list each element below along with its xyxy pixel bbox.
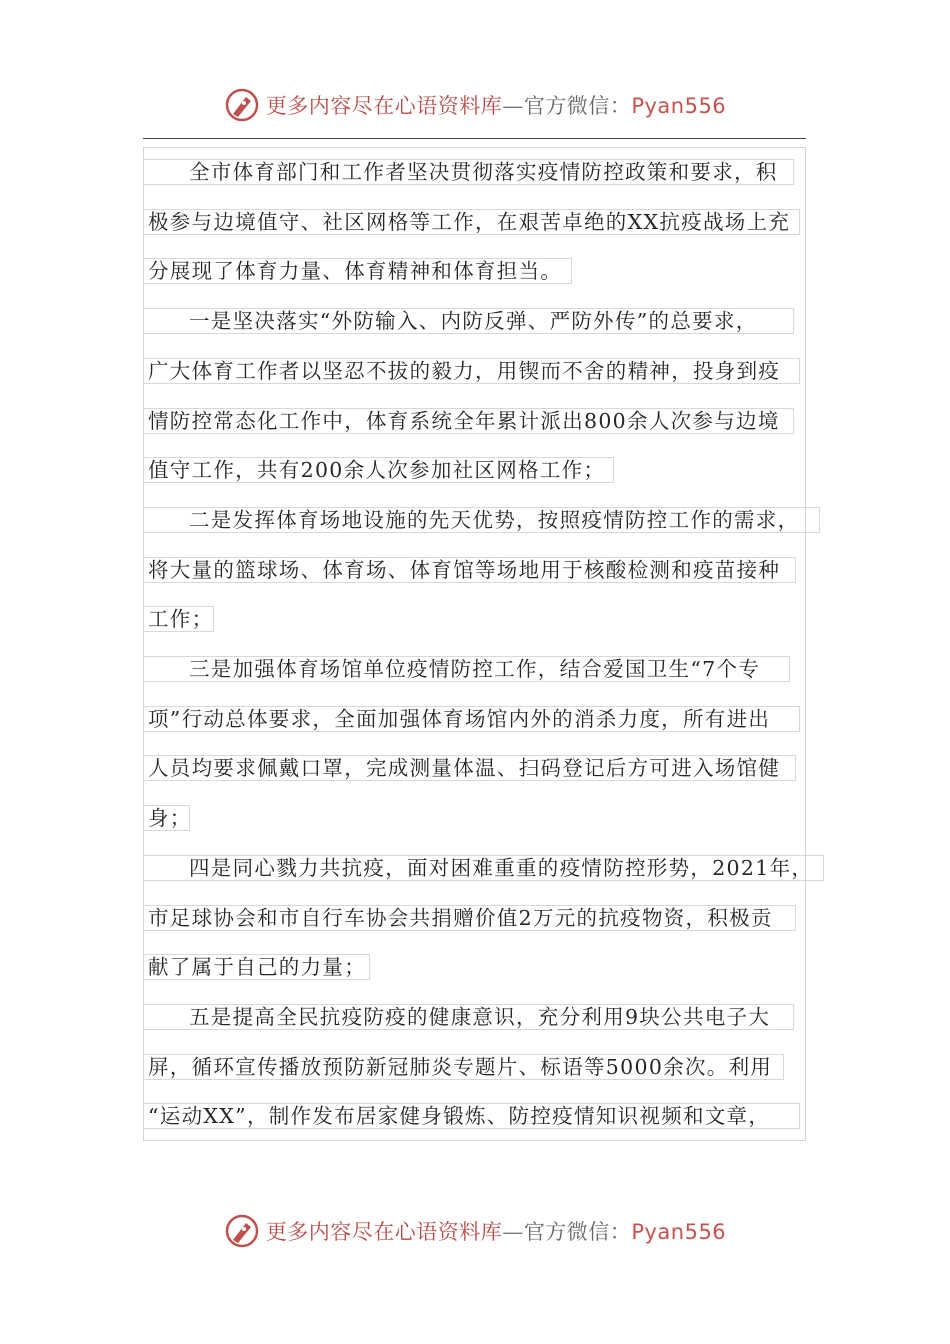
text-line: “运动XX”，制作发布居家健身锻炼、防控疫情知识视频和文章， bbox=[144, 1103, 800, 1129]
text-line: 屏，循环宣传播放预防新冠肺炎专题片、标语等5000余次。利用 bbox=[144, 1054, 784, 1080]
text-line: 极参与边境值守、社区网格等工作，在艰苦卓绝的XX抗疫战场上充 bbox=[144, 209, 800, 235]
text-line: 项”行动总体要求，全面加强体育场馆内外的消杀力度，所有进出 bbox=[144, 706, 800, 732]
text-line: 情防控常态化工作中，体育系统全年累计派出800余人次参与边境 bbox=[144, 408, 794, 434]
text-line: 将大量的篮球场、体育场、体育馆等场地用于核酸检测和疫苗接种 bbox=[144, 557, 796, 583]
text-line: 分展现了体育力量、体育精神和体育担当。 bbox=[144, 258, 572, 284]
text-line: 一是坚决落实“外防输入、内防反弹、严防外传”的总要求， bbox=[144, 308, 794, 334]
text-line: 献了属于自己的力量； bbox=[144, 954, 370, 980]
text-line: 三是加强体育场馆单位疫情防控工作，结合爱国卫生“7个专 bbox=[144, 656, 790, 682]
pen-nib-icon bbox=[224, 87, 260, 123]
banner-text: 更多内容尽在心语资料库—官方微信：Pyan556 bbox=[265, 94, 727, 118]
text-line: 市足球协会和市自行车协会共捐赠价值2万元的抗疫物资，积极贡 bbox=[144, 905, 796, 931]
footer-banner bbox=[0, 1206, 950, 1256]
pen-nib-icon bbox=[224, 1213, 260, 1249]
text-line: 二是发挥体育场地设施的先天优势，按照疫情防控工作的需求， bbox=[144, 507, 820, 533]
text-line: 广大体育工作者以坚忍不拔的毅力，用锲而不舍的精神，投身到疫 bbox=[144, 358, 800, 384]
document-body bbox=[143, 147, 814, 1141]
header-rule bbox=[143, 138, 806, 139]
text-line: 全市体育部门和工作者坚决贯彻落实疫情防控政策和要求，积 bbox=[144, 159, 794, 185]
header-banner bbox=[0, 80, 950, 130]
text-line: 工作； bbox=[144, 606, 214, 632]
text-line: 身； bbox=[144, 805, 190, 831]
text-line: 五是提高全民抗疫防疫的健康意识，充分利用9块公共电子大 bbox=[144, 1004, 794, 1030]
text-line: 值守工作，共有200余人次参加社区网格工作； bbox=[144, 457, 614, 483]
text-line: 四是同心戮力共抗疫，面对困难重重的疫情防控形势，2021年， bbox=[144, 855, 824, 881]
banner-text: 更多内容尽在心语资料库—官方微信：Pyan556 bbox=[265, 1220, 727, 1244]
text-line: 人员均要求佩戴口罩，完成测量体温、扫码登记后方可进入场馆健 bbox=[144, 755, 796, 781]
